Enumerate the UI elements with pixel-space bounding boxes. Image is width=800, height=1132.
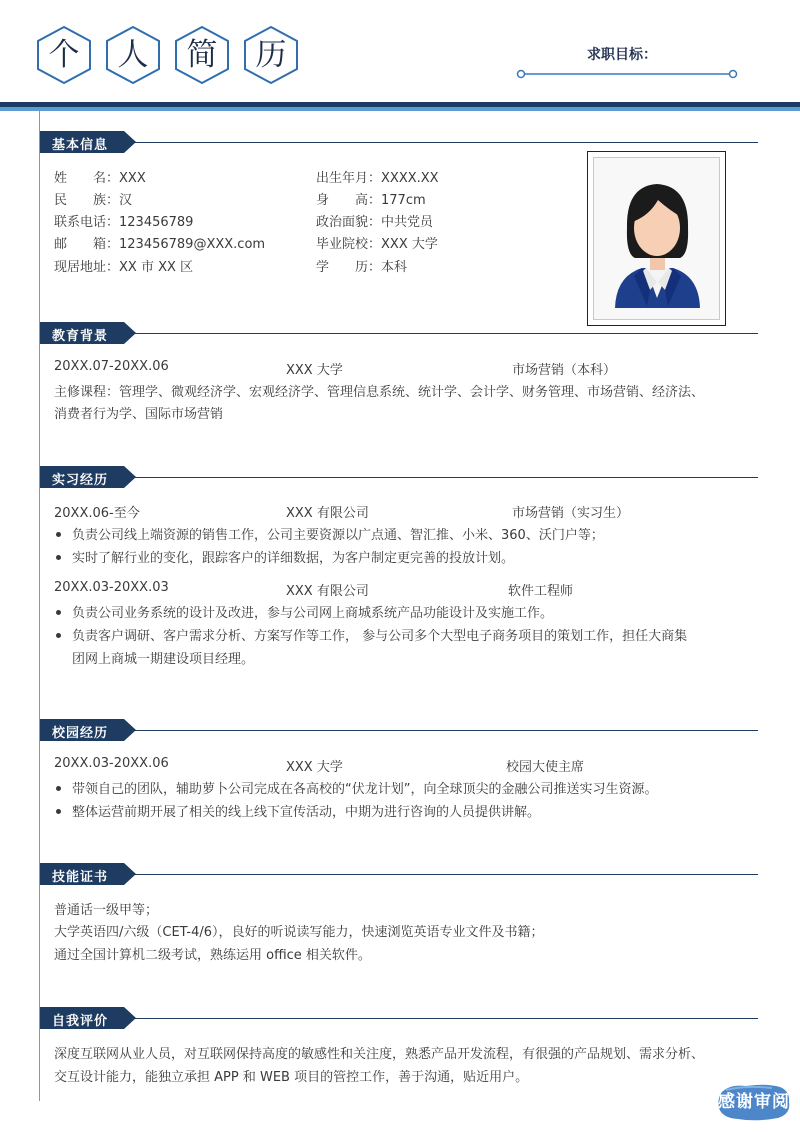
- basic-row-ethnicity: [54, 189, 132, 208]
- field-value: XXX 大学: [381, 237, 438, 252]
- title-hexagon-3: [172, 25, 232, 85]
- field-value: XX 市 XX 区: [119, 260, 194, 275]
- bullet-dot: [56, 786, 61, 791]
- skills-line-2: 大学英语四/六级（CET-4/6），良好的听说读写能力，快速浏览英语专业文件及书籍；: [54, 925, 544, 940]
- edu-school: XXX 大学: [286, 363, 343, 378]
- bullet-dot: [56, 809, 61, 814]
- title-char-2: 人: [117, 37, 149, 73]
- avatar-illustration-icon: [594, 158, 721, 321]
- section-title-internship: 实习经历: [52, 473, 109, 488]
- field-value: XXX: [119, 171, 146, 186]
- section-title-skills: 技能证书: [52, 870, 109, 885]
- skills-line-3: 通过全国计算机二级考试，熟练运用 office 相关软件。: [54, 948, 371, 963]
- campus-role: 校园大使主席: [506, 760, 585, 775]
- basic-row-school: [316, 233, 438, 252]
- section-tag-self: [40, 1007, 140, 1029]
- job2-role: 软件工程师: [508, 584, 574, 599]
- job1-date: 20XX.06-至今: [54, 506, 140, 521]
- timeline-vertical-line: [39, 111, 40, 1101]
- skills-line-1: 普通话一级甲等；: [54, 903, 159, 918]
- job2-date: 20XX.03-20XX.03: [54, 580, 169, 595]
- field-label: 民 族：: [54, 193, 120, 208]
- job2-bullet-1: 负责公司业务系统的设计及改进，参与公司网上商城系统产品功能设计及实施工作。: [72, 606, 554, 621]
- job-goal-label: 求职目标：: [587, 47, 657, 63]
- stamp-text: 感谢审阅: [718, 1092, 790, 1112]
- job1-bullet-1: 负责公司线上端资源的销售工作，公司主要资源以广点通、智汇推、小米、360、沃门户等；: [72, 528, 604, 543]
- section-tag-internship: [40, 466, 140, 488]
- bullet-dot: [56, 532, 61, 537]
- self-line-2: 交互设计能力，能独立承担 APP 和 WEB 项目的管控工作，善于沟通，贴近用户。: [54, 1070, 529, 1085]
- section-rule-education: [132, 333, 758, 334]
- section-tag-campus: [40, 719, 140, 741]
- section-rule-internship: [132, 477, 758, 478]
- job1-bullet-2: 实时了解行业的变化，跟踪客户的详细数据，为客户制定更完善的投放计划。: [72, 551, 515, 566]
- field-value: 汉: [119, 193, 133, 208]
- field-label: 联系电话：: [54, 215, 120, 230]
- section-title-campus: 校园经历: [52, 726, 109, 741]
- field-value: 123456789: [119, 215, 194, 230]
- edu-courses-line2: 消费者行为学、国际市场营销: [54, 407, 224, 422]
- campus-school: XXX 大学: [286, 760, 343, 775]
- campus-bullet-1: 带领自己的团队，辅助萝卜公司完成在各高校的“伏龙计划”，向全球顶尖的金融公司推送实习生资源。: [72, 782, 658, 797]
- basic-row-degree: [316, 256, 407, 275]
- section-rule-basic: [132, 142, 758, 143]
- field-value: 123456789@XXX.com: [119, 237, 266, 252]
- section-rule-self: [132, 1018, 758, 1019]
- title-char-1: 个: [48, 37, 80, 73]
- section-tag-basic: [40, 131, 140, 153]
- profile-photo: [593, 157, 720, 320]
- bullet-dot: [56, 555, 61, 560]
- basic-row-email: [54, 233, 265, 252]
- basic-row-height: [316, 189, 426, 208]
- basic-row-name: [54, 167, 146, 186]
- campus-bullet-2: 整体运营前期开展了相关的线上线下宣传活动，中期为进行咨询的人员提供讲解。: [72, 805, 541, 820]
- thank-you-stamp: [716, 1082, 792, 1122]
- field-value: 177cm: [381, 193, 426, 208]
- profile-photo-frame: [587, 151, 726, 326]
- basic-row-phone: [54, 211, 193, 230]
- title-char-4: 历: [255, 37, 287, 73]
- job-goal-underline: [516, 69, 738, 79]
- bullet-dot: [56, 610, 61, 615]
- field-value: XXXX.XX: [381, 171, 439, 186]
- basic-row-address: [54, 256, 193, 275]
- field-label: 邮 箱：: [54, 237, 120, 252]
- field-value: 中共党员: [381, 215, 434, 230]
- job2-company: XXX 有限公司: [286, 584, 369, 599]
- basic-row-politics: [316, 211, 433, 230]
- edu-courses-line1: 主修课程：管理学、微观经济学、宏观经济学、管理信息系统、统计学、会计学、财务管理、市场营销、经济法、: [54, 385, 705, 400]
- section-title-basic: 基本信息: [52, 138, 109, 153]
- field-label: 学 历：: [316, 260, 382, 275]
- edu-date: 20XX.07-20XX.06: [54, 359, 169, 374]
- edu-major: 市场营销（本科）: [512, 363, 617, 378]
- job2-bullet-2-cont: 团网上商城一期建设项目经理。: [72, 652, 255, 667]
- basic-row-birth: [316, 167, 439, 186]
- section-title-education: 教育背景: [52, 329, 109, 344]
- bullet-dot: [56, 633, 61, 638]
- section-tag-skills: [40, 863, 140, 885]
- field-label: 姓 名：: [54, 171, 120, 186]
- campus-date: 20XX.03-20XX.06: [54, 756, 169, 771]
- section-rule-campus: [132, 730, 758, 731]
- section-title-self: 自我评价: [52, 1014, 109, 1029]
- section-tag-education: [40, 322, 140, 344]
- field-label: 政治面貌：: [316, 215, 382, 230]
- field-label: 出生年月：: [316, 171, 382, 186]
- job2-bullet-2: 负责客户调研、客户需求分析、方案写作等工作， 参与公司多个大型电子商务项目的策划工作，担任大商集: [72, 629, 688, 644]
- title-hexagon-4: [241, 25, 301, 85]
- field-label: 身 高：: [316, 193, 382, 208]
- job1-role: 市场营销（实习生）: [512, 506, 630, 521]
- field-value: 本科: [381, 260, 408, 275]
- title-hexagon-1: [34, 25, 94, 85]
- job1-company: XXX 有限公司: [286, 506, 369, 521]
- self-line-1: 深度互联网从业人员，对互联网保持高度的敏感性和关注度，熟悉产品开发流程，有很强的产品规划、需求分析、: [54, 1047, 705, 1062]
- field-label: 现居地址：: [54, 260, 120, 275]
- section-rule-skills: [132, 874, 758, 875]
- field-label: 毕业院校：: [316, 237, 382, 252]
- title-char-3: 简: [186, 37, 218, 73]
- title-hexagon-2: [103, 25, 163, 85]
- header-band-light: [0, 107, 800, 111]
